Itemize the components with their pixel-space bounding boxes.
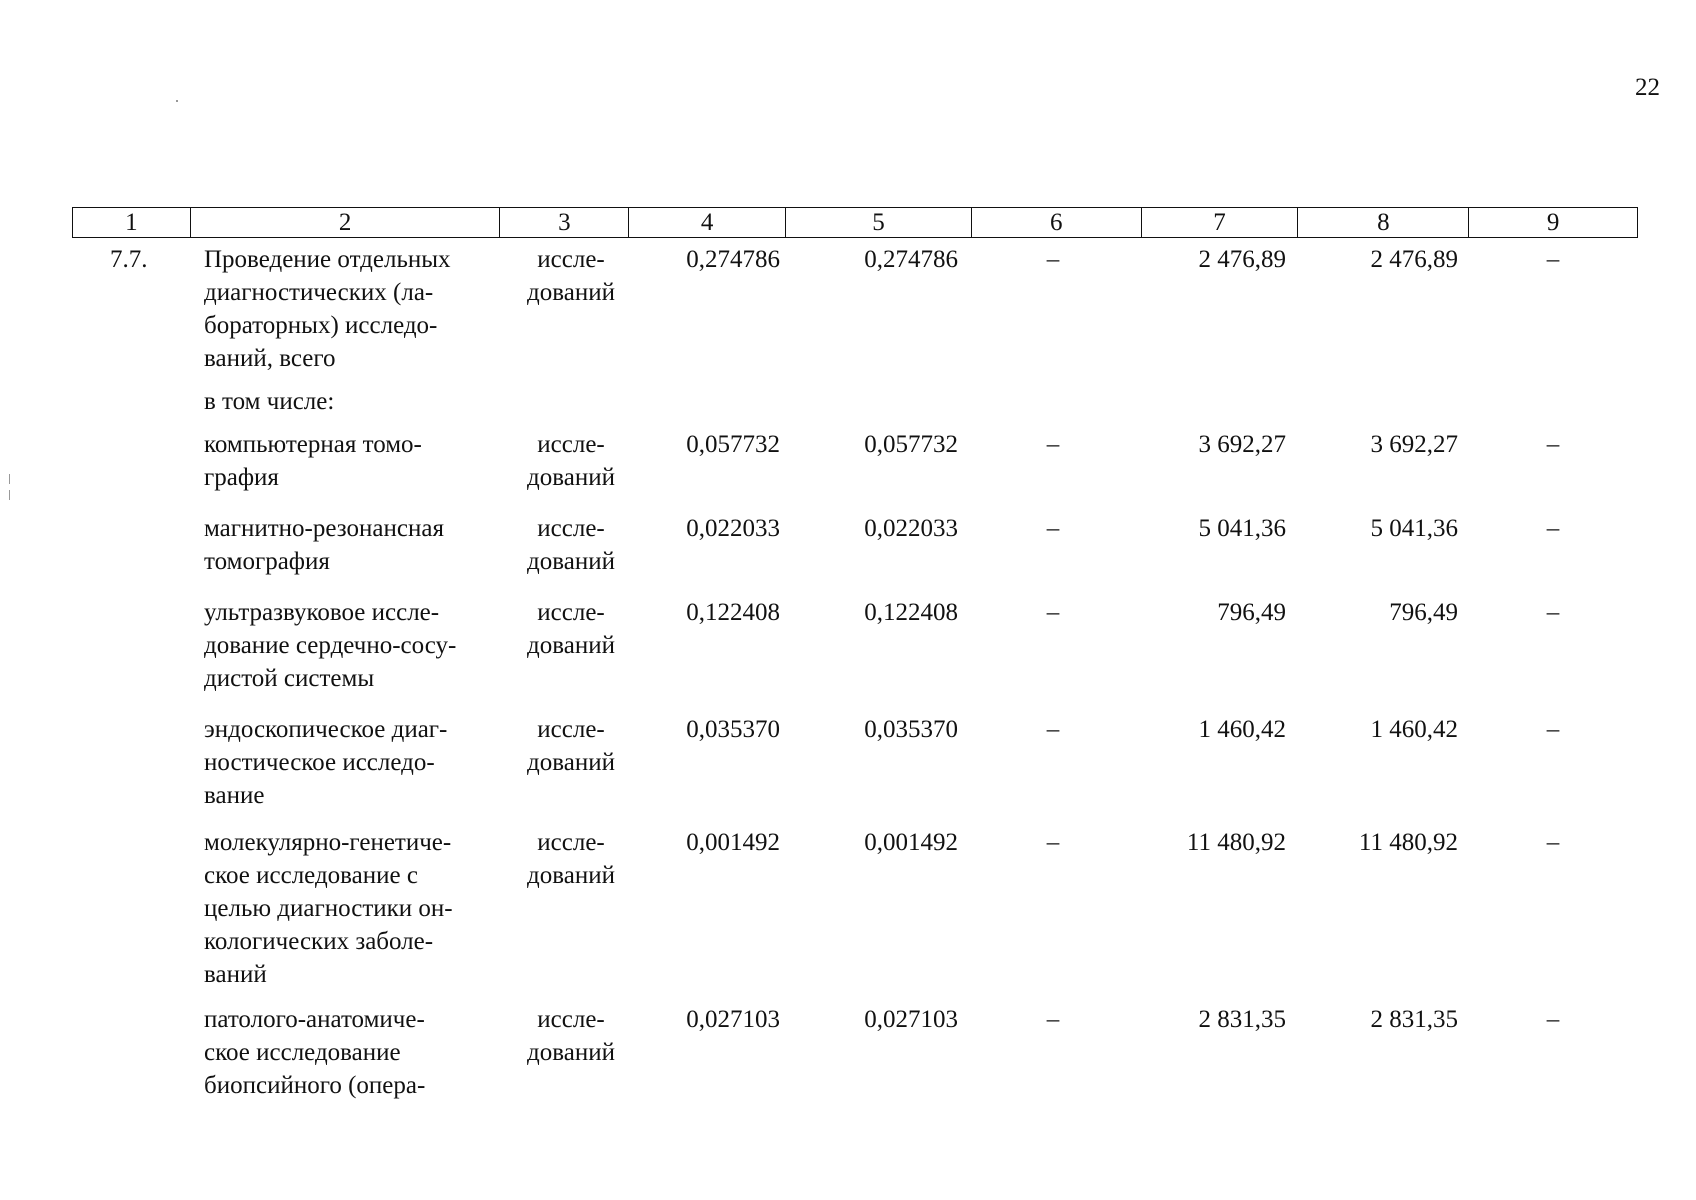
row-name-line: ское исследование xyxy=(204,1039,401,1066)
row-col-9-value: – xyxy=(1546,1006,1560,1033)
row-col-8-value: 2 831,35 xyxy=(1370,1006,1458,1033)
row-name xyxy=(204,713,494,812)
row-unit xyxy=(516,596,626,662)
row-name-line: Проведение отдельных xyxy=(204,246,451,273)
header-col-9: 9 xyxy=(1468,208,1637,237)
row-col-9-value: – xyxy=(1546,716,1560,743)
row-col-7-value: 796,49 xyxy=(1217,599,1286,626)
row-col-8-value: 11 480,92 xyxy=(1358,829,1458,856)
row-col-4-value: 0,022033 xyxy=(686,515,780,542)
row-col-8-value: 2 476,89 xyxy=(1370,246,1458,273)
row-name-line: дистой системы xyxy=(204,665,375,692)
row-name xyxy=(204,826,494,991)
row-name-line: эндоскопическое диаг- xyxy=(204,716,448,743)
row-col-5-value: 0,122408 xyxy=(864,599,958,626)
row-col-7-value: 2 476,89 xyxy=(1198,246,1286,273)
row-col-6-value: – xyxy=(1046,246,1060,273)
row-number: 7.7. xyxy=(110,246,148,273)
row-name xyxy=(204,428,494,494)
row-name-line: целью диагностики он- xyxy=(204,895,453,922)
row-unit-line: иссле- xyxy=(537,515,605,542)
row-unit xyxy=(516,428,626,494)
row-name-line: графия xyxy=(204,464,279,491)
row-unit xyxy=(516,713,626,779)
row-col-8-value: 5 041,36 xyxy=(1370,515,1458,542)
row-name-line: ультразвуковое иссле- xyxy=(204,599,440,626)
row-col-4-value: 0,035370 xyxy=(686,716,780,743)
margin-mark xyxy=(9,474,10,484)
row-name xyxy=(204,243,494,375)
row-name-line: ваний xyxy=(204,961,267,988)
row-col-5-value: 0,274786 xyxy=(864,246,958,273)
header-col-1: 1 xyxy=(125,209,138,236)
row-col-6-value: – xyxy=(1046,599,1060,626)
row-name-line: молекулярно-генетиче- xyxy=(204,829,452,856)
row-unit-line: дований xyxy=(527,749,615,776)
row-name-line: в том числе: xyxy=(204,388,335,415)
table-header-row xyxy=(72,207,1638,238)
row-col-7-value: 2 831,35 xyxy=(1198,1006,1286,1033)
page-number: 22 xyxy=(1635,74,1660,101)
header-col-5: 5 xyxy=(785,208,971,237)
row-name-line: магнитно-резонансная xyxy=(204,515,444,542)
header-col-6: 6 xyxy=(971,208,1141,237)
row-col-4-value: 0,027103 xyxy=(686,1006,780,1033)
row-col-4-value: 0,122408 xyxy=(686,599,780,626)
row-name-line: бораторных) исследо- xyxy=(204,312,438,339)
row-unit-line: иссле- xyxy=(537,431,605,458)
row-name-line: ское исследование с xyxy=(204,862,418,889)
row-name xyxy=(204,512,494,578)
row-unit xyxy=(516,512,626,578)
row-col-7-value: 11 480,92 xyxy=(1186,829,1286,856)
row-col-9-value: – xyxy=(1546,431,1560,458)
row-unit-line: дований xyxy=(527,862,615,889)
row-unit-line: дований xyxy=(527,1039,615,1066)
row-unit-line: иссле- xyxy=(537,599,605,626)
header-col-4: 4 xyxy=(628,208,785,237)
row-col-5-value: 0,035370 xyxy=(864,716,958,743)
scan-speck xyxy=(176,100,178,102)
row-col-4-value: 0,057732 xyxy=(686,431,780,458)
header-col-7: 7 xyxy=(1141,208,1298,237)
row-col-6-value: – xyxy=(1046,515,1060,542)
row-col-6-value: – xyxy=(1046,829,1060,856)
row-name-line: кологических заболе- xyxy=(204,928,434,955)
row-name xyxy=(204,385,494,418)
row-name-line: ностическое исследо- xyxy=(204,749,435,776)
row-name xyxy=(204,596,494,695)
row-unit xyxy=(516,826,626,892)
row-col-9-value: – xyxy=(1546,515,1560,542)
row-col-5-value: 0,022033 xyxy=(864,515,958,542)
row-unit-line: дований xyxy=(527,279,615,306)
row-col-5-value: 0,057732 xyxy=(864,431,958,458)
header-col-8: 8 xyxy=(1297,208,1468,237)
row-col-5-value: 0,027103 xyxy=(864,1006,958,1033)
row-col-9-value: – xyxy=(1546,246,1560,273)
row-col-6-value: – xyxy=(1046,431,1060,458)
row-name-line: вание xyxy=(204,782,265,809)
row-unit-line: иссле- xyxy=(537,716,605,743)
row-col-7-value: 5 041,36 xyxy=(1198,515,1286,542)
margin-mark xyxy=(9,490,10,500)
row-name-line: диагностических (ла- xyxy=(204,279,434,306)
row-col-6-value: – xyxy=(1046,716,1060,743)
row-name-line: ваний, всего xyxy=(204,345,336,372)
row-col-8-value: 796,49 xyxy=(1389,599,1458,626)
row-col-4-value: 0,001492 xyxy=(686,829,780,856)
row-col-4-value: 0,274786 xyxy=(686,246,780,273)
row-unit-line: дований xyxy=(527,632,615,659)
row-name-line: биопсийного (опера- xyxy=(204,1072,426,1099)
row-unit-line: иссле- xyxy=(537,829,605,856)
header-col-3: 3 xyxy=(499,208,628,237)
row-name-line: дование сердечно-сосу- xyxy=(204,632,457,659)
row-name xyxy=(204,1003,494,1102)
row-col-7-value: 3 692,27 xyxy=(1198,431,1286,458)
header-col-2: 2 xyxy=(190,208,500,237)
row-col-8-value: 1 460,42 xyxy=(1370,716,1458,743)
row-col-7-value: 1 460,42 xyxy=(1198,716,1286,743)
row-unit xyxy=(516,1003,626,1069)
row-col-5-value: 0,001492 xyxy=(864,829,958,856)
row-name-line: томография xyxy=(204,548,330,575)
row-name-line: патолого-анатомиче- xyxy=(204,1006,425,1033)
row-unit xyxy=(516,243,626,309)
row-unit-line: иссле- xyxy=(537,1006,605,1033)
row-name-line: компьютерная томо- xyxy=(204,431,422,458)
row-col-8-value: 3 692,27 xyxy=(1370,431,1458,458)
row-col-6-value: – xyxy=(1046,1006,1060,1033)
row-col-9-value: – xyxy=(1546,829,1560,856)
row-unit-line: дований xyxy=(527,548,615,575)
row-col-9-value: – xyxy=(1546,599,1560,626)
row-unit-line: дований xyxy=(527,464,615,491)
row-unit-line: иссле- xyxy=(537,246,605,273)
